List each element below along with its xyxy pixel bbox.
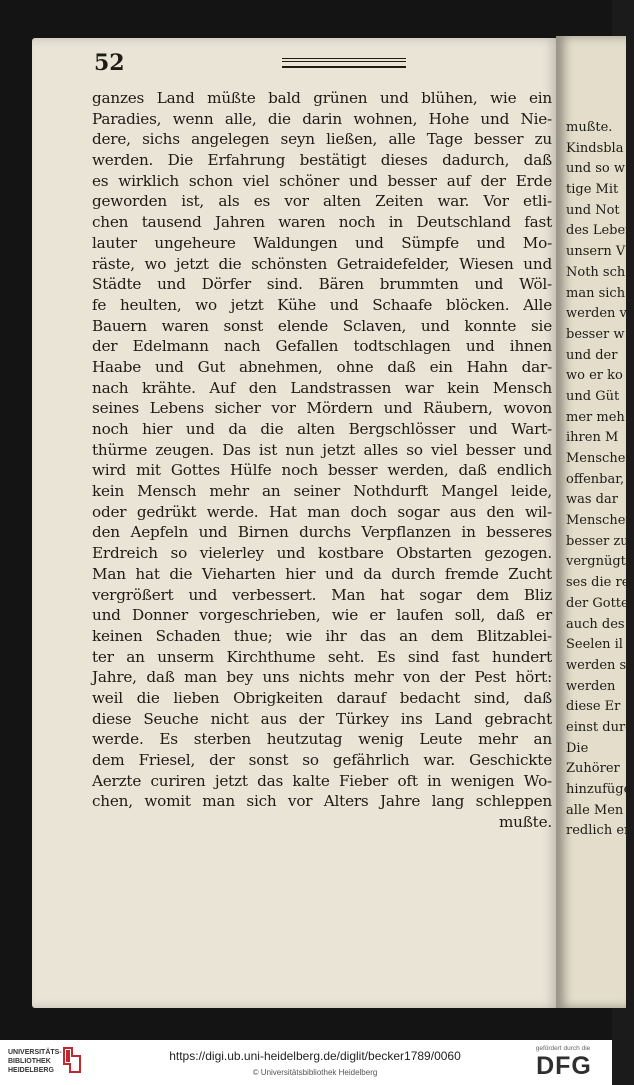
text-line: lauter ungeheure Waldungen und Sümpfe und Mo-	[92, 233, 552, 252]
text-line: und Donner vorgeschrieben, wie er laufen soll, daß er	[92, 606, 552, 625]
text-line: wird mit Gottes Hülfe noch besser werden, daß endlich	[92, 461, 552, 480]
text-line: seines Lebens sicher vor Mördern und Räubern, wovon	[92, 399, 552, 418]
facing-text-line: besser w	[566, 326, 625, 342]
facing-text-line: werden	[566, 678, 616, 694]
text-line: Aerzte curiren jetzt das kalte Fieber oft in wenigen Wo-	[92, 771, 552, 790]
body-text	[92, 88, 552, 833]
permalink-url[interactable]: https://digi.ub.uni-heidelberg.de/diglit/becker1789/0060	[169, 1049, 461, 1063]
facing-text-line: und Güt	[566, 388, 620, 404]
text-line: ter an unserm Kirchthume seht. Es sind fast hundert	[92, 647, 552, 666]
text-line: werden. Die Erfahrung bestätigt dieses dadurch, daß	[92, 151, 552, 170]
funding-note: gefördert durch die	[535, 1045, 591, 1052]
facing-text-line: werden v	[566, 306, 627, 322]
text-line: werde. Es sterben heutzutag wenig Leute mehr an	[92, 730, 552, 749]
text-line: geworden ist, als es vor alten Zeiten war. Vor etli-	[92, 192, 552, 211]
page-number: 52	[94, 50, 125, 76]
facing-text-line: mußte.	[566, 120, 613, 135]
text-line: Erdreich so vielerley und kostbare Obstarten gezogen.	[92, 544, 552, 563]
facing-text-line: und der	[566, 347, 618, 363]
facing-text-line: alle Men	[566, 802, 624, 818]
text-line: dem Friesel, der sonst so gefährlich war. Geschickte	[92, 751, 552, 769]
facing-text-line: hinzufüge	[566, 782, 632, 797]
facing-text-line: mer meh	[566, 409, 625, 425]
text-line: chen, womit man sich vor Alters Jahre lang schleppen	[92, 792, 552, 811]
header-rule	[282, 58, 406, 68]
facing-text-line: und so w	[566, 161, 625, 177]
text-line: Man hat die Vieharten hier und da durch fremde Zucht	[92, 564, 552, 583]
library-name-line-2: BIBLIOTHEK	[8, 1058, 51, 1065]
facing-text-line: Menschen	[566, 513, 634, 529]
facing-text-line: des Leben	[566, 223, 634, 239]
text-line: ganzes Land müßte bald grünen und blühen, wie ein	[92, 89, 552, 107]
facing-text-line: redlich er	[566, 823, 631, 839]
dfg-logo: DFG	[536, 1052, 592, 1080]
facing-text-line: auch des	[566, 616, 625, 632]
copyright-notice: © Universitätsbibliothek Heidelberg	[252, 1068, 378, 1077]
facing-text-line: Noth sch	[566, 264, 626, 280]
library-seal-icon	[62, 1046, 82, 1074]
text-line: dere, sichs angelegen seyn ließen, alle Tage besser zu	[92, 130, 552, 149]
facing-text-line: Seelen il	[566, 637, 623, 653]
facing-text-line: werden so	[566, 657, 634, 673]
text-line: kein Mensch mehr an seiner Nothdurft Mangel leide,	[92, 482, 552, 501]
text-line: Städte und Dörfer sind. Bären brummten und Wöl-	[92, 275, 552, 294]
library-name-line-1: UNIVERSITÄTS-	[8, 1049, 62, 1056]
text-line: fe heulten, wo jetzt Kühe und Schaafe blöcken. Alle	[92, 295, 552, 314]
facing-text-line: offenbar,	[566, 471, 625, 487]
text-line: Haabe und Gut abnehmen, ohne daß ein Hahn dar-	[92, 357, 552, 376]
facing-text-line: wo er ko	[566, 368, 623, 384]
viewer-footer	[0, 1040, 612, 1085]
facing-text-line: Kindsbla	[566, 140, 624, 156]
facing-text-line: und Not	[566, 202, 620, 218]
facing-text-line: Zuhörer	[566, 761, 620, 777]
facing-text-line: unsern V	[566, 244, 626, 260]
text-line: räste, wo jetzt die schönsten Getraidefelder, Wiesen und	[92, 254, 552, 273]
text-line: nach krähte. Auf den Landstrassen war kein Mensch	[92, 378, 552, 397]
library-name-line-3: HEIDELBERG	[8, 1067, 54, 1074]
facing-text-line: besser zu	[566, 533, 629, 549]
facing-page-edge	[556, 36, 634, 1008]
text-line: vergrößert und verbessert. Man hat sogar dem Bliz	[92, 585, 552, 604]
facing-text-line: einst durc	[566, 719, 633, 735]
text-line: keinen Schaden thue; wie ihr das an dem Blitzablei-	[92, 626, 552, 645]
text-line: weil die lieben Obrigkeiten darauf bedacht sind, daß	[92, 688, 552, 707]
text-line: der Edelmann nach Gefallen todtschlagen und ihnen	[92, 337, 552, 356]
text-line: Jahre, daß man bey uns nichts mehr von der Pest hört:	[92, 668, 552, 687]
text-line: Bauern waren sonst elende Sclaven, und konnte sie	[92, 316, 552, 335]
facing-text-line: vergnügte	[566, 554, 634, 570]
text-line: noch hier und da die alten Bergschlösser und Wart-	[92, 420, 552, 438]
facing-page-text	[566, 118, 634, 842]
text-line: es wirklich schon viel schöner und besser auf der Erde	[92, 171, 552, 190]
text-line: chen tausend Jahren waren noch in Deutschland fast	[92, 213, 552, 232]
facing-text-line: Menschen	[566, 451, 634, 466]
facing-text-line: man sich	[566, 285, 626, 301]
facing-text-line: ses die re	[566, 575, 630, 591]
facing-text-line: der Gotte	[566, 595, 629, 611]
text-line: diese Seuche nicht aus der Türkey ins Land gebracht	[92, 709, 552, 728]
facing-text-line: diese Er	[566, 699, 621, 715]
text-line: thürme zeugen. Das ist nun jetzt alles so viel besser und	[92, 440, 552, 459]
facing-text-line: tige Mit	[566, 182, 619, 198]
text-line: oder gedrükt werde. Hat man doch sogar aus den wil-	[92, 502, 552, 521]
book-page	[32, 38, 558, 1008]
text-line: Paradies, wenn alle, die darin wohnen, Hohe und Nie-	[92, 109, 552, 128]
facing-text-line: was dar	[566, 492, 618, 508]
text-line: mußte.	[498, 813, 552, 832]
text-line: den Aepfeln und Birnen durchs Verpflanzen in besseres	[92, 523, 552, 542]
facing-text-line: ihren M	[566, 430, 619, 446]
facing-text-line: Die	[566, 740, 589, 756]
